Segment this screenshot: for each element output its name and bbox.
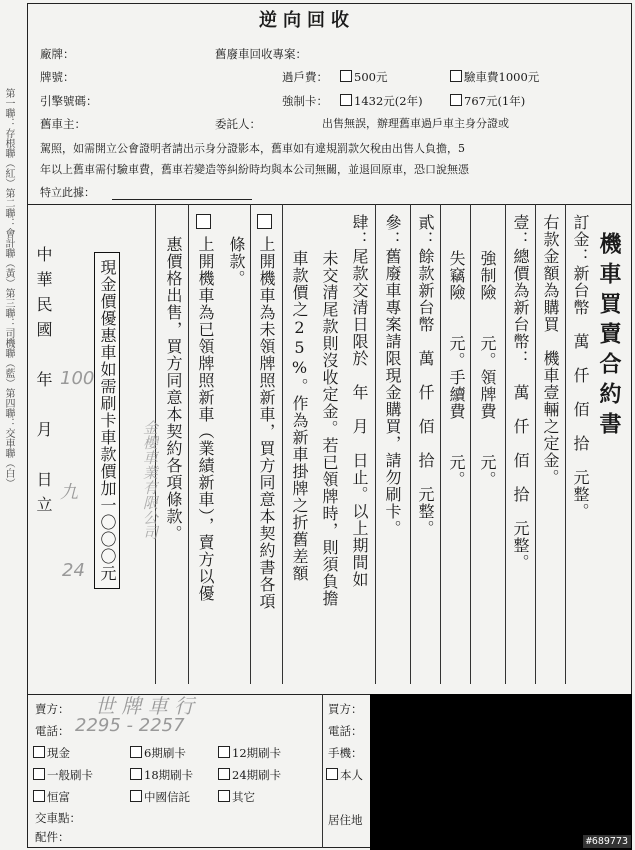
clause-2-text: 上開機車為已領牌照新車（業績新車），賣方以優	[196, 236, 215, 602]
clause-1[interactable]	[257, 214, 277, 610]
header-divider	[27, 204, 632, 205]
checkbox-icon[interactable]	[33, 746, 45, 758]
checkbox-icon[interactable]	[130, 746, 142, 758]
plate-label: 牌號：	[40, 70, 75, 84]
agent-label: 委託人：	[215, 117, 261, 131]
handwritten-month: 九	[60, 482, 78, 503]
buyer-address-label: 居住地	[328, 813, 363, 827]
pay-card-option[interactable]: 一般刷卡	[33, 768, 93, 782]
delivery-point-label: 交車點：	[35, 811, 81, 825]
checkbox-icon[interactable]	[33, 790, 45, 802]
pay-6-installments-option[interactable]: 6期刷卡	[130, 746, 186, 760]
clause-2-continued: 惠價格出售，買方同意本契約各項條款。	[164, 236, 183, 542]
checkbox-icon[interactable]	[130, 790, 142, 802]
pay-18-installments-option[interactable]: 18期刷卡	[130, 768, 193, 782]
accessory-label: 配件：	[35, 830, 70, 844]
contract-title: 機車買賣合約書	[596, 232, 622, 442]
checkbox-icon[interactable]	[257, 214, 272, 229]
column-divider	[375, 204, 376, 684]
item-2-balance: 貳：餘款新台幣 萬 仟 佰 拾 元整。	[416, 214, 435, 537]
clause-1-text: 上開機車為未領牌照新車，買方同意本契約書各項	[257, 236, 276, 610]
finance-other-option[interactable]: 其它	[218, 790, 255, 804]
column-divider	[282, 204, 283, 684]
item-3-cash-only: 參：舊廢車專案請限現金購買，請勿刷卡。	[383, 214, 402, 537]
checkbox-icon[interactable]	[218, 790, 230, 802]
clause-1-continued: 條款。	[227, 236, 246, 287]
signature-line	[112, 199, 252, 200]
finance-hengfu-option[interactable]: 恒富	[33, 790, 70, 804]
handwritten-seller-name: 世 牌 車 行	[95, 694, 195, 718]
company-seal: 金櫻車業有限公司	[141, 420, 159, 540]
theft-insurance-line: 失竊險 元。手續費 元。	[447, 250, 466, 488]
checkbox-icon[interactable]	[326, 768, 338, 780]
inspection-fee-option[interactable]: 驗車費1000元	[450, 70, 539, 84]
item-4-forfeit: 未交清尾款則沒收定金。若已領牌時，則須負擔	[320, 250, 339, 607]
old-owner-label: 舊車主：	[40, 117, 86, 131]
buyer-principal-option[interactable]: 本人	[326, 768, 363, 782]
compulsory-2yr-option[interactable]: 1432元(2年)	[340, 94, 423, 108]
engine-number-label: 引擎號碼：	[40, 94, 98, 108]
handwritten-year: 100	[60, 368, 95, 389]
instruction-text: 出售無誤，辦理舊車過戶車主身分證或	[322, 117, 509, 130]
copy-designation-margin: 第一聯：存根聯（紅）第二聯：會計聯（黃）第三聯：司機聯（藍）第四聯：交車聯（白）	[3, 88, 14, 488]
deposit-line: 訂金：新台幣 萬 仟 佰 拾 元整。	[571, 214, 590, 520]
column-divider	[250, 204, 251, 684]
terms-paragraph-2: 年以上舊車需付驗車費，舊車若變造等糾紛時均與本公司無關，並退回原車，恐口說無憑	[40, 163, 469, 176]
checkbox-icon[interactable]	[450, 70, 462, 82]
checkbox-icon[interactable]	[218, 746, 230, 758]
column-divider	[565, 204, 566, 684]
cash-price-note: 現金價優惠車如需刷卡車款價加一〇〇〇元	[94, 252, 120, 589]
checkbox-icon[interactable]	[130, 768, 142, 780]
pay-cash-option[interactable]: 現金	[33, 746, 70, 760]
terms-paragraph-1: 駕照，如需開立公會證明者請出示身分證影本，舊車如有違規罰款欠稅由出售人負擔，5	[40, 142, 465, 155]
page-title: 逆向回收	[259, 10, 355, 31]
document-number: #689773	[583, 835, 631, 848]
handwritten-seller-phone: 2295 - 2257	[75, 715, 185, 736]
column-divider	[440, 204, 441, 684]
pay-12-installments-option[interactable]: 12期刷卡	[218, 746, 281, 760]
insurance-fee-line: 強制險 元。領牌費 元。	[478, 250, 497, 488]
column-divider	[505, 204, 506, 684]
compulsory-1yr-option[interactable]: 767元(1年)	[450, 94, 525, 108]
special-project-label: 舊廢車回收專案：	[215, 47, 307, 61]
redaction-block	[370, 694, 632, 850]
compulsory-insurance-label: 強制卡：	[282, 94, 328, 108]
seller-phone-label: 電話：	[35, 724, 70, 738]
buyer-mobile-label: 手機：	[328, 746, 363, 760]
terms-paragraph-3: 特立此據：	[40, 186, 95, 199]
checkbox-icon[interactable]	[340, 94, 352, 106]
transfer-fee-label: 過戶費：	[282, 70, 328, 84]
column-divider	[470, 204, 471, 684]
checkbox-icon[interactable]	[196, 214, 211, 229]
buyer-phone-label: 電話：	[328, 724, 363, 738]
clause-2[interactable]	[196, 214, 216, 602]
handwritten-day: 24	[62, 560, 85, 581]
checkbox-icon[interactable]	[33, 768, 45, 780]
checkbox-icon[interactable]	[340, 70, 352, 82]
transfer-fee-option[interactable]: 500元	[340, 70, 387, 84]
footer-column-divider	[322, 694, 323, 848]
item-4-deadline: 肆：尾款交清日限於 年 月 日止。以上期間如	[350, 214, 369, 588]
column-divider	[535, 204, 536, 684]
factory-label: 廠牌：	[40, 47, 75, 61]
seller-label: 賣方：	[35, 702, 70, 716]
item-4-depreciation: 車款價之25%。作為新車掛牌之折舊差額	[290, 250, 309, 582]
finance-chinatrust-option[interactable]: 中國信託	[130, 790, 190, 804]
contract-date: 中華民國 年 月 日立	[34, 246, 53, 521]
checkbox-icon[interactable]	[218, 768, 230, 780]
item-1-total-price: 壹：總價為新台幣： 萬 仟 佰 拾 元整。	[511, 214, 530, 571]
pay-24-installments-option[interactable]: 24期刷卡	[218, 768, 281, 782]
checkbox-icon[interactable]	[450, 94, 462, 106]
column-divider	[410, 204, 411, 684]
deposit-note: 右款金額為購買 機車壹輛之定金。	[541, 214, 560, 486]
column-divider	[188, 204, 189, 684]
buyer-label: 買方：	[328, 702, 363, 716]
